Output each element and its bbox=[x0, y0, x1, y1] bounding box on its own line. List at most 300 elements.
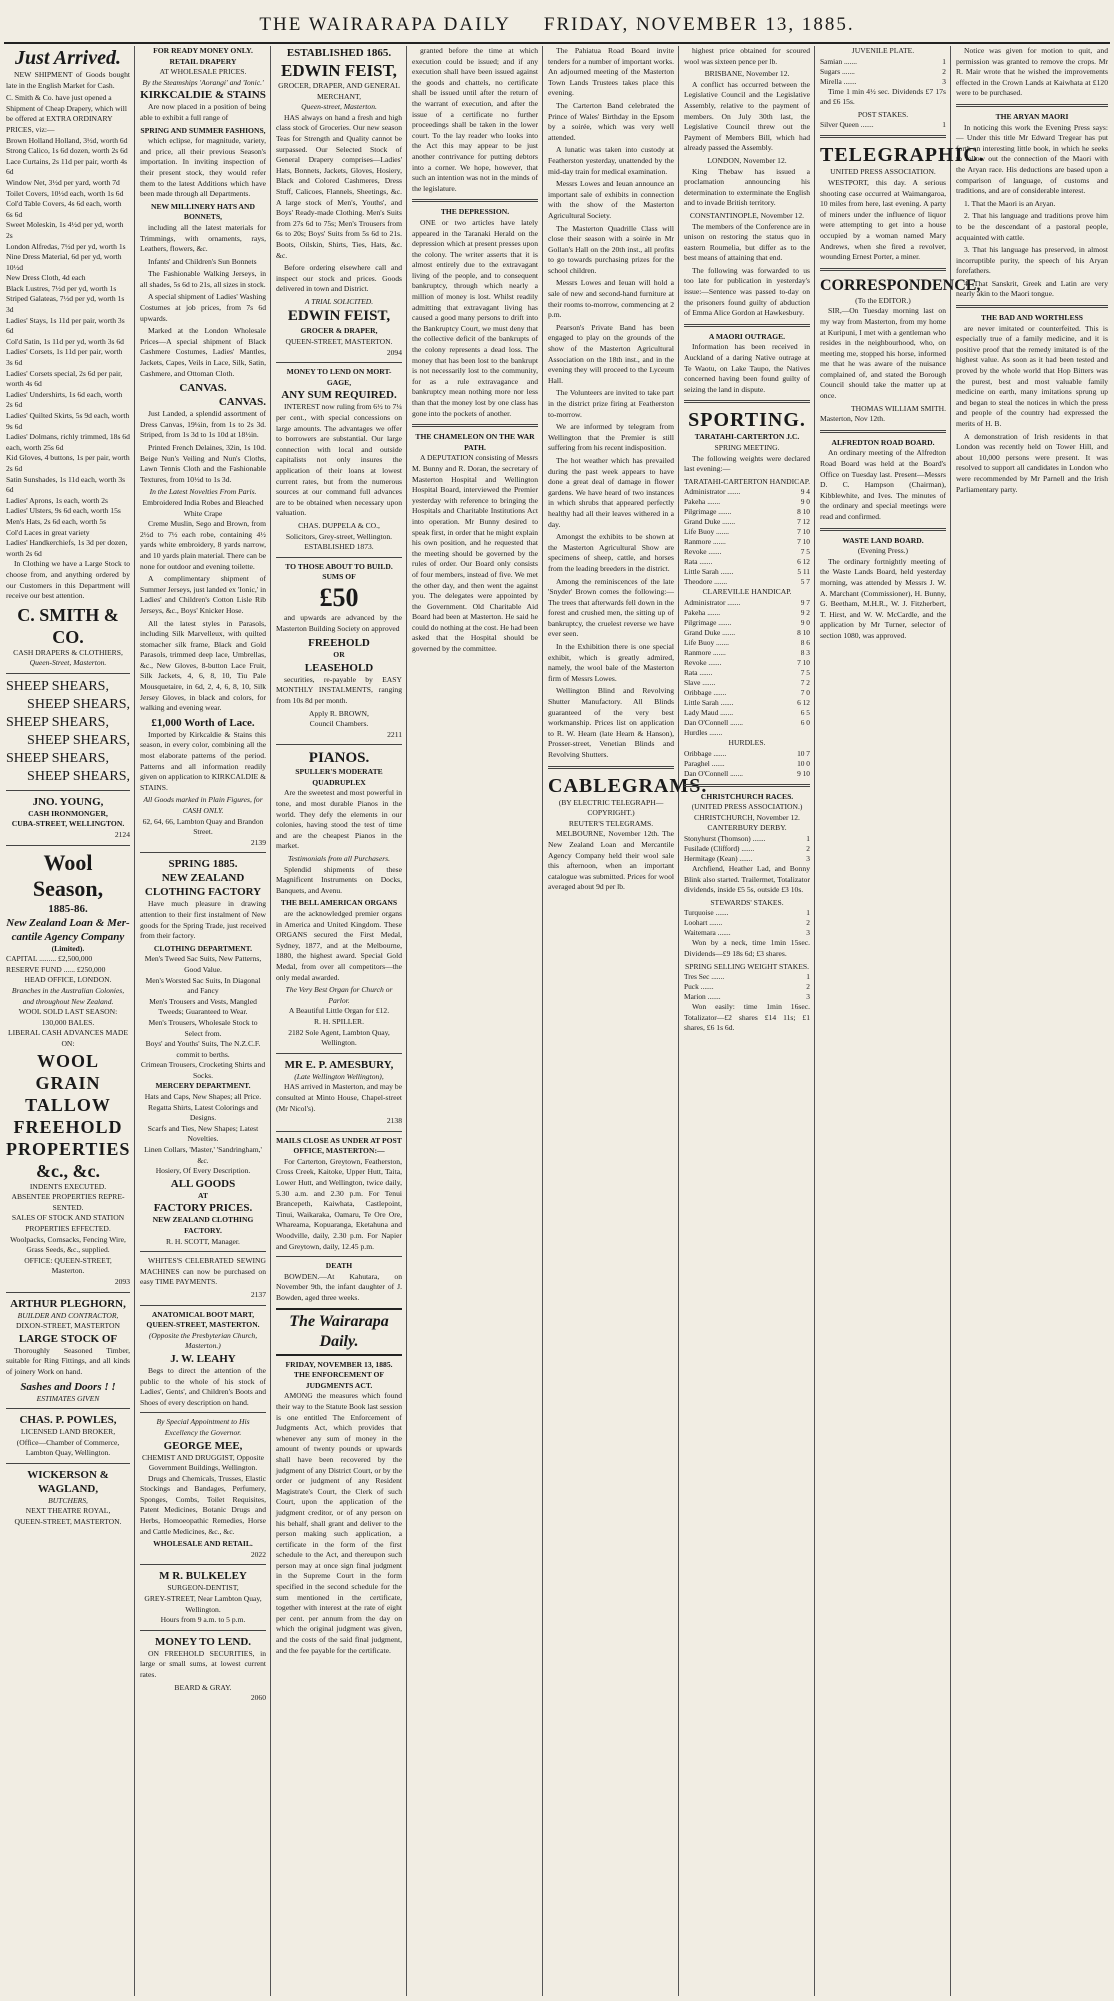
table-row bbox=[684, 537, 810, 547]
table-row bbox=[684, 577, 810, 587]
wool-sold: WOOL SOLD LAST SEASON: 130,000 BALES. bbox=[18, 1007, 118, 1027]
powles-sub: LICENSED LAND BROKER, bbox=[20, 1427, 116, 1437]
table-row bbox=[684, 557, 810, 567]
bulkeley-hours: Hours from 9 a.m. to 5 p.m. bbox=[160, 1615, 246, 1625]
leasehold: LEASEHOLD bbox=[304, 661, 374, 674]
weight-value: 7 0 bbox=[800, 687, 810, 697]
enforcement-cont: granted before the time at which execution could be issued; and if any execution shall have been issued against the goods and chattels, no certificate shall be issued until after the return of the warrant of execution, and after the issue of a certificate no further proceedings shall be taken in the lower court. To the lay reader who looks into the Act this may appear to be just another contrivance for putting debtors into a corner. We hope, however, that such an intention was not in the minds of the legislature. bbox=[412, 46, 538, 193]
just-arrived-heading: Just Arrived. bbox=[15, 47, 121, 69]
powles-name: CHAS. P. POWLES, bbox=[19, 1414, 117, 1427]
table-row bbox=[684, 728, 810, 738]
masthead-title bbox=[0, 14, 1114, 36]
price-line: Window Net, 3½d per yard, worth 7d bbox=[6, 177, 120, 187]
table-row bbox=[684, 618, 810, 628]
wick-sub: BUTCHERS, bbox=[48, 1495, 88, 1505]
clothing-item: Men's Trousers and Vests, Mangled Tweeds; Guaranteed to Wear. bbox=[149, 996, 257, 1017]
local-news-11: Amongst the exhibits to be shown at the Masterton Agricultural Show are specimens of sheep, cattle, and horses from the leading breeders in the district. bbox=[548, 532, 674, 573]
weight-value: 9 4 bbox=[800, 487, 810, 497]
column-rule bbox=[678, 46, 679, 1996]
kirk-intro: Are now placed in a position of being able to exhibit a full range of bbox=[140, 102, 266, 122]
powles-sub2: (Office—Chamber of Commerce, Lambton Quay, Wellington. bbox=[16, 1437, 120, 1458]
weights-intro: The following weights were declared last evening:— bbox=[684, 453, 810, 474]
horse-name: Theodore ....... bbox=[684, 577, 728, 587]
etc: &c., &c. bbox=[36, 1160, 100, 1181]
testimonials: Testimonials from all Purchasers. bbox=[287, 854, 391, 864]
cable-1: MELBOURNE, November 12th. The New Zealand Loan and Mercantile Agency Company held their wool sale this afternoon, when an important catalogue was submitted. Prices for wool averaged about 9d per lb. bbox=[548, 829, 674, 892]
price-line: Ladies' Undershirts, 1s 6d each, worth 2s 6d bbox=[6, 389, 123, 410]
kirk-special: A special shipment of Ladies' Washing Costumes at job prices, from 7s 6d upwards. bbox=[140, 292, 266, 323]
feist-place: Queen-street, Masterton. bbox=[301, 102, 377, 112]
mee-sub: CHEMIST AND DRUGGIST, Opposite Government Buildings, Wellington. bbox=[141, 1452, 265, 1473]
office-town: Masterton. bbox=[51, 1266, 85, 1276]
mee-tail: WHOLESALE AND RETAIL. bbox=[153, 1539, 253, 1549]
all-goods: ALL GOODS bbox=[170, 1177, 236, 1190]
established: ESTABLISHED 1865. bbox=[286, 47, 392, 59]
young-trade: CASH IRONMONGER, bbox=[28, 808, 108, 818]
advance-goods-item: TALLOW bbox=[25, 1094, 111, 1115]
handicap-title: TARATAHI-CARTERTON HANDICAP. bbox=[684, 476, 810, 486]
weight-value: 7 12 bbox=[797, 517, 810, 527]
clothing-dept: CLOTHING DEPARTMENT. bbox=[153, 943, 253, 953]
kirk-embroid: Embroidered India Robes and Bleached White Crape bbox=[142, 497, 264, 518]
selling-note: Won easily: time 1min 16sec. Totalizator—£2 shares £14 11s; £1 shares, £6 1s 6d. bbox=[684, 1002, 810, 1033]
price-line: Satin Sunshades, 1s 11d each, worth 3s 6d bbox=[6, 474, 126, 495]
juvenile-note: Time 1 min 4½ sec. Dividends £7 17s and £6 15s. bbox=[820, 86, 946, 107]
weight-value: 3 bbox=[942, 76, 946, 86]
column-8 bbox=[956, 46, 1108, 1996]
branches: Branches in the Australian Colonies, and throughout New Zealand. bbox=[11, 986, 125, 1006]
hurdles-table bbox=[684, 749, 810, 779]
table-row bbox=[684, 638, 810, 648]
ad-number: 2211 bbox=[387, 729, 402, 739]
table-row bbox=[820, 77, 946, 87]
mercery-item: Hats and Caps, New Shapes; all Price. bbox=[144, 1092, 262, 1102]
weight-value: 9 0 bbox=[800, 497, 810, 507]
horse-name: Dan O'Connell ....... bbox=[684, 768, 744, 778]
column-rule bbox=[406, 46, 407, 1996]
weight-value: 9 10 bbox=[797, 768, 810, 778]
horse-name: Hurdles ....... bbox=[684, 727, 723, 737]
feist2-sub: GROCER & DRAPER, bbox=[300, 326, 378, 336]
capital: CAPITAL ......... £2,500,000 bbox=[6, 954, 93, 964]
table-row bbox=[684, 658, 810, 668]
weight-value: 2 bbox=[806, 918, 810, 928]
trial: A TRIAL SOLICITED. bbox=[304, 296, 374, 306]
weight-value: 8 3 bbox=[800, 647, 810, 657]
horse-name: Ranmore ....... bbox=[684, 537, 726, 547]
horse-name: Administrator ....... bbox=[684, 597, 741, 607]
freehold: FREEHOLD bbox=[308, 637, 370, 650]
horse-name: Loohart ....... bbox=[684, 918, 723, 928]
weight-value: 7 10 bbox=[797, 527, 810, 537]
tara-jc: TARATAHI-CARTERTON J.C. bbox=[694, 432, 800, 442]
weight-value: 9 0 bbox=[800, 617, 810, 627]
sheep-shears-line: SHEEP SHEARS, bbox=[6, 714, 109, 730]
smith-firm-name: C. SMITH & CO. bbox=[17, 604, 119, 647]
price-line: Ladies' Handkerchiefs, 1s 3d per dozen, worth 2s 6d bbox=[6, 538, 128, 558]
money-sig: CHAS. DUPPELA & CO., bbox=[298, 520, 380, 530]
table-row bbox=[684, 759, 810, 769]
kirk-body: which eclipse, for magnitude, variety, and price, all their previous Season's importation. In inviting inspection of their present stock, they would refer them to the latest Additions which have been made through all Departments. bbox=[140, 136, 266, 199]
local-news-1: The Pahiatua Road Board invite tenders for a number of important works. An adjourned meeting of the Masterton Town Lands Trustees takes place this evening. bbox=[548, 46, 674, 98]
wholesale-prices: AT WHOLESALE PRICES. bbox=[159, 67, 247, 77]
bulkeley-sub: SURGEON-DENTIST, bbox=[167, 1583, 239, 1593]
price-line: Col'd Laces in great variety bbox=[6, 527, 90, 537]
weight-value: 1 bbox=[942, 120, 946, 130]
apply: Apply R. BROWN, bbox=[309, 708, 369, 718]
clareville-table bbox=[684, 598, 810, 738]
cablegrams-sub: (BY ELECTRIC TELEGRAPH—COPYRIGHT.) bbox=[558, 797, 664, 818]
table-row bbox=[684, 928, 810, 938]
weight-value: 10 7 bbox=[797, 748, 810, 758]
derby-table bbox=[684, 834, 810, 864]
horse-name: Samian ....... bbox=[820, 56, 857, 66]
sums-body: and upwards are advanced by the Masterton Building Society on approved bbox=[276, 612, 402, 633]
mercery-item: Regatta Shirts, Latest Colorings and Designs. bbox=[148, 1102, 258, 1123]
money-to-lend: MONEY TO LEND. bbox=[154, 1635, 252, 1648]
local-news-7: Pearson's Private Band has been engaged to play on the grounds of the show of the Masterton Agricultural Association on the 18th inst., and in the evening they will proceed to the Lyceum Hall. bbox=[548, 322, 674, 385]
horse-name: Revoke ....... bbox=[684, 657, 722, 667]
enforcement-body: AMONG the measures which found their way to the Statute Book last session is one entitled The Enforcement of Judgments Act, which provides that whenever any sum of money in the amount of twenty pounds or upwards shall have been recovered by the judgment of any District Court, or by the order or judgment of any Resident Magistrate's Court, the Clerk of such Court, upon the application of the judgment creditor, or of any person on his behalf, shall grant and deliver to the person making such application, a certificate in the form of the first schedule to the Act, and thereupon such person may at once sign final judgment in the Supreme Court in the form specified in the second schedule for the sum mentioned in the certificate, together with interest at the rate of eight per cent. per annum from the day on which the original judgment was given, and the costs of the said final judgment, and the fee payable for the certificate. bbox=[276, 1391, 402, 1655]
horse-name: Administrator ....... bbox=[684, 487, 741, 497]
lace-title: £1,000 Worth of Lace. bbox=[151, 716, 255, 729]
weight-value: 7 5 bbox=[800, 547, 810, 557]
correspondence-title: CORRESPONDENCE, bbox=[820, 276, 981, 294]
beard-gray: BEARD & GRAY. bbox=[174, 1682, 232, 1692]
weight-value: 7 2 bbox=[800, 677, 810, 687]
price-line: Col'd Satin, 1s 11d per yd, worth 3s 6d bbox=[6, 336, 124, 346]
worthless-body: are never imitated or counterfeited. This is especially true of a family medicine, and it is positive proof that the remedy imitated is of the highest value. As soon as it had been tested and proved by the whole world that Hop Bitters was the purest, best and most valuable family medicine on earth, many imitations sprung up and began to steal the notices in which the press and people of the country had expressed the merits of H. B. bbox=[956, 323, 1108, 428]
weight-value: 7 10 bbox=[797, 537, 810, 547]
local-news-8: The Volunteers are invited to take part in the district prize firing at Featherston to-morrow. bbox=[548, 388, 674, 419]
head-office: HEAD OFFICE, LONDON. bbox=[24, 975, 112, 985]
horse-name: Tres Sec ....... bbox=[684, 972, 725, 982]
wool-season-title: Wool Season, bbox=[32, 849, 104, 901]
juvenile-title: JUVENILE PLATE. bbox=[851, 46, 915, 55]
weight-value: 10 0 bbox=[797, 758, 810, 768]
enforcement-title: THE ENFORCEMENT OF JUDGMENTS ACT. bbox=[293, 1370, 385, 1390]
dateline-brisbane: BRISBANE, November 12. bbox=[704, 69, 790, 79]
weight-value: 6 0 bbox=[800, 717, 810, 727]
correspondence-body: SIR,—On Tuesday morning last on my way from Masterton, from my home at Kuripuni, I met with a gentleman who resides in the neighbourhood, who, on meeting me, stopped his horse, informed me that he was aware of the nuisance complained of, and stated the Borough Council should take the matter up at once. bbox=[820, 306, 946, 401]
cable-constantinople: The members of the Conference are in unison on restoring the status quo in eastern Roumelia, but differ as to the best means of attaining that end. bbox=[684, 221, 810, 263]
column-4 bbox=[412, 46, 538, 1996]
horse-name: Dan O'Connell ....... bbox=[684, 717, 744, 727]
weight-value: 3 bbox=[806, 853, 810, 863]
table-row bbox=[684, 567, 810, 577]
weight-value: 8 10 bbox=[797, 627, 810, 637]
cable-brisbane: A conflict has occurred between the Legislative Council and the Legislative Assembly, relative to the payment of members. On July 30th last, the Legislative Council threw out the Payment of Members Bill, which had already passed the Assembly. bbox=[684, 79, 810, 153]
column-1 bbox=[6, 46, 130, 1996]
sums-tail: securities, re-payable by EASY MONTHLY INSTALMENTS, ranging from 10s 8d per month. bbox=[276, 674, 402, 705]
clothing-item: Men's Tweed Sac Suits, New Patterns, Good Value. bbox=[144, 954, 262, 974]
price-line: London Alfredas, 7½d per yd, worth 1s bbox=[6, 241, 126, 251]
pianos-body: Are the sweetest and most powerful in tone, and most durable Pianos in the world. They defy the elements in our colonies, having stood the test of time and are the cheapest Pianos in the market. bbox=[276, 788, 402, 851]
local-news-10: The hot weather which has prevailed during the past week appears to have done a great deal of damage in flower gardens. We have heard of two instances in which shrubs that appeared perfectly healthy had all their leaves withered in a day. bbox=[548, 455, 674, 529]
chch-date: CHRISTCHURCH, November 12. bbox=[694, 812, 800, 822]
horse-name: Sugars ....... bbox=[820, 66, 855, 76]
price-line: Striped Galateas, 7½d per yd, worth 1s 3d bbox=[6, 294, 125, 315]
stewards-note: Won by a neck, time 1min 15sec. Dividends—£9 18s 6d; £3 shares. bbox=[684, 938, 810, 958]
cable-london: King Thebaw has issued a proclamation announcing his determination to exterminate the English and to invade British territory. bbox=[684, 166, 810, 208]
nzloan-line-1: New Zealand Loan & Mer- bbox=[6, 916, 130, 929]
table-row bbox=[684, 834, 810, 844]
feist2-place: QUEEN-STREET, MASTERTON. bbox=[285, 337, 393, 347]
derby-title: CANTERBURY DERBY. bbox=[707, 823, 787, 833]
masthead bbox=[0, 0, 1114, 48]
price-line: Lace Curtains, 2s 11d per pair, worth 4s 6d bbox=[6, 156, 128, 177]
lace-body: Imported by Kirkcaldie & Stains this season, in every color, combining all the most elaborate patterns of the period. Patterns and all information readily given on application to KIRKCALDIE & STAINS. bbox=[140, 729, 266, 792]
horse-name: Puck ....... bbox=[684, 982, 714, 992]
ad-number: 2022 bbox=[250, 1549, 266, 1559]
column-rule bbox=[542, 46, 543, 1996]
weight-value: 6 12 bbox=[797, 697, 810, 707]
weight-value: 2 bbox=[806, 843, 810, 853]
kirk-plain: All Goods marked in Plain Figures, for CASH ONLY. bbox=[143, 795, 263, 815]
ad-number: 2093 bbox=[114, 1276, 130, 1286]
smith-firm-sub: CASH DRAPERS & CLOTHIERS, bbox=[13, 647, 123, 657]
horse-name: Oribbage ....... bbox=[684, 687, 727, 697]
correspondence-place: Masterton, Nov 12th. bbox=[820, 414, 885, 424]
price-line: Ladies' Corsets special, 2s 6d per pair, worth 4s 6d bbox=[6, 368, 123, 389]
weight-value: 9 7 bbox=[800, 597, 810, 607]
amesbury-name: MR E. P. AMESBURY, bbox=[284, 1058, 394, 1071]
local-news-4: Messrs Lowes and Ieuan announce an important sale of exhibits in connection with the show of the Masterton Agricultural Society. bbox=[548, 179, 674, 220]
derby-note: Archfiend, Heather Lad, and Bonny Blink also started. Trailermet, Totalizator dividends, inside £5 5s, outside £3 10s. bbox=[684, 863, 810, 895]
sheep-shears-line: SHEEP SHEARS, bbox=[6, 678, 109, 694]
advance-goods-item: GRAIN bbox=[35, 1072, 101, 1093]
factory-prices: FACTORY PRICES. bbox=[153, 1202, 253, 1215]
amesbury-body: HAS arrived in Masterton, and may be consulted at Minto House, Chapel-street (Mr Nicol's). bbox=[276, 1082, 402, 1113]
table-row bbox=[684, 982, 810, 992]
kirk-spring: SPRING AND SUMMER FASHIONS, bbox=[140, 125, 266, 135]
nzloan-line-2: cantile Agency Company bbox=[11, 930, 125, 943]
retail-drapery: RETAIL DRAPERY bbox=[169, 56, 237, 66]
horse-name: Revoke ....... bbox=[684, 547, 722, 557]
price-line: Col'd Table Covers, 4s 6d each, worth 6s 6d bbox=[6, 199, 122, 219]
build-title: TO THOSE ABOUT TO BUILD. bbox=[285, 561, 393, 571]
mercery-item: Scarfs and Ties, New Shapes; Latest Novelties. bbox=[147, 1123, 259, 1144]
clothing-item: Crimean Trousers, Crocketing Shirts and Socks. bbox=[140, 1060, 266, 1080]
weight-value: 1 bbox=[806, 908, 810, 918]
feist-name: EDWIN FEIST, bbox=[281, 61, 397, 80]
canvas-body: Just Landed, a splendid assortment of Dress Canvas, 19¼in, from 1s to 2s 3d. Striped, from 1s 3d to 1s 10d at 18½in. bbox=[140, 409, 266, 440]
upa: UNITED PRESS ASSOCIATION. bbox=[830, 167, 936, 177]
aryan-title: THE ARYAN MAORI bbox=[995, 111, 1069, 121]
weight-value: 6 12 bbox=[797, 557, 810, 567]
kirk-complimentary: A complimentary shipment of Summer Jerseys, just landed ex 'Ionic,' in Ladies' and Children's Cotton Lisle Rib Jerseys, &c., Boys' Knicker Hose. bbox=[140, 574, 266, 615]
dateline-constantinople: CONSTANTINOPLE, November 12. bbox=[689, 210, 805, 220]
horse-name: Marion ....... bbox=[684, 992, 721, 1002]
table-row bbox=[820, 67, 946, 77]
kirk-mill-body: including all the latest materials for Trimmings, with ornaments, rays, Leathers, flowers, &c. bbox=[140, 222, 266, 254]
mails-body: For Carterton, Greytown, Featherston, Cross Creek, Kaitoke, Upper Hutt, Taita, Lower Hutt, and Wellington, twice daily, 5.30 a.m. and 2.30 p.m. For Tenui Brancepeth, Kaiwhata, Castlepoint, Tinui, Waikaraka, Oamaru, Te Ore Ore, Whareama, Kopuaranga, Eketahuna and Woodville, daily, 2.30 p.m. For Napier and Greytown, daily, 12.45 p.m. bbox=[276, 1156, 402, 1251]
feist-sub: GROCER, DRAPER, AND GENERAL MERCHANT, bbox=[278, 81, 400, 101]
kirk-novelties: In the Latest Novelties From Paris. bbox=[149, 487, 257, 497]
ready-money: FOR READY MONEY ONLY. bbox=[153, 46, 253, 55]
horse-name: Pilgrimage ....... bbox=[684, 507, 732, 517]
table-row bbox=[684, 507, 810, 517]
sheep-shears-line: SHEEP SHEARS, bbox=[27, 768, 130, 784]
price-line: Brown Holland Holland, 3½d, worth 6d bbox=[6, 135, 128, 145]
nzcf-manager: R. H. SCOTT, Manager. bbox=[166, 1236, 240, 1246]
pleghorn-sub: BUILDER AND CONTRACTOR, bbox=[17, 1310, 119, 1320]
price-line: Toilet Covers, 10½d each, worth 1s 6d bbox=[6, 188, 124, 198]
column-3 bbox=[276, 46, 402, 1996]
pleghorn-name: ARTHUR PLEGHORN, bbox=[10, 1297, 126, 1310]
daily-date: FRIDAY, NOVEMBER 13, 1885. bbox=[285, 1359, 393, 1369]
spring-1885: SPRING 1885. bbox=[168, 858, 238, 871]
mee-body: Drugs and Chemicals, Trusses, Elastic Stockings and Bandages, Perfumery, Sponges, Combs, Toilet Requisites, Patent Medicines, Botanic Drugs and Herbs, Homoeopathic Remedies, Horse and Cattle Medicines, &c., &c. bbox=[140, 1473, 266, 1536]
clothing-items bbox=[140, 954, 266, 1081]
weight-value: 7 5 bbox=[800, 667, 810, 677]
price-line: Kid Gloves, 4 buttons, 1s per pair, worth 2s 6d bbox=[6, 453, 130, 473]
table-row bbox=[684, 678, 810, 688]
wool-season-years: 1885-86. bbox=[48, 902, 88, 915]
horse-name: Little Sarah ....... bbox=[684, 567, 734, 577]
table-row bbox=[684, 608, 810, 618]
advance-goods-item: PROPERTIES bbox=[6, 1138, 131, 1159]
post-title: POST STAKES. bbox=[857, 109, 909, 119]
horse-name: Oribbage ....... bbox=[684, 748, 727, 758]
waste-title: WASTE LAND BOARD. bbox=[842, 535, 924, 545]
nzloan-line-3: (Limited). bbox=[51, 943, 85, 953]
table-row bbox=[820, 120, 946, 130]
table-row bbox=[684, 547, 810, 557]
woolpacks: Woolpacks, Cornsacks, Fencing Wire, Grass Seeds, &c., supplied. bbox=[10, 1234, 126, 1255]
clothing-item: Boys' and Youths' Suits, The N.Z.C.F. commit to berths. bbox=[145, 1039, 261, 1059]
bell-organs: THE BELL AMERICAN ORGANS bbox=[280, 898, 398, 908]
waste-cont: Notice was given for motion to quit, and permission was granted to remove the crops. Mr R. Mair wrote that he wished the improvements effected in the Crown Lands at Kaiwhata at £120 were to be purchased. bbox=[956, 46, 1108, 98]
steamships: By the Steamships 'Aorangi' and 'Ionic.' bbox=[142, 77, 264, 87]
local-news-6: Messrs Lowes and Ieuan will hold a sale of new and second-hand furniture at their rooms to-morrow, commencing at 2 p.m. bbox=[548, 278, 674, 320]
horse-name: Pakeha ....... bbox=[684, 497, 721, 507]
local-news-9: We are informed by telegram from Wellington that the Premier is still suffering from his recent indisposition. bbox=[548, 422, 674, 453]
money-mortgage: MONEY TO LEND ON MORT-GAGE, bbox=[286, 367, 392, 387]
large-stock: LARGE STOCK OF bbox=[18, 1332, 118, 1345]
column-rule bbox=[950, 46, 951, 1996]
maori-body: Information has been received in Auckland of a daring Native outrage at Te Waotu, on Lake Taupo, the Natives concerned having been found guilty of seizing the land in dispute. bbox=[684, 342, 810, 394]
spring-meeting: SPRING MEETING. bbox=[714, 443, 780, 452]
ad-number: 2137 bbox=[250, 1289, 266, 1299]
ad-number: 2124 bbox=[114, 830, 130, 840]
at: AT bbox=[198, 1190, 208, 1200]
mails-title: MAILS CLOSE AS UNDER AT POST OFFICE, MASTERTON:— bbox=[276, 1135, 402, 1156]
paper-name: THE WAIRARAPA DAILY bbox=[259, 14, 511, 35]
anatomical-sub: (Opposite the Presbyterian Church, Masterton.) bbox=[148, 1330, 258, 1351]
maori-title: A MAORI OUTRAGE. bbox=[708, 331, 786, 341]
depression-body: ONE or two articles have lately appeared in the Taranaki Herald on the depression which at present presses upon the colony. The writer asserts that it is almost entirely due to the extravagant living of the people, and to consequent bankruptcy, through which nearly a million of money is lost. Whilst readily admitting that extravagant living has caused a good many persons to drift into the Bankruptcy Court, we must deny that the collective deficit of the bankrupts of the colony represents a dead loss. The money that has been lost to the bankrupt is not necessarily lost to the community, for as a rule extravagance and bankruptcy mean nothing more nor less than that the money lost by one class has gone into the pockets of another. bbox=[412, 217, 538, 418]
weight-value: 7 10 bbox=[797, 657, 810, 667]
wick-town: QUEEN-STREET, MASTERTON. bbox=[14, 1517, 122, 1527]
price-line: Nine Dress Material, 6d per yd, worth 10½d bbox=[6, 252, 122, 272]
price-line: Ladies' Aprons, 1s each, worth 2s bbox=[6, 495, 108, 505]
hurdles-title: HURDLES. bbox=[728, 737, 766, 747]
horse-name: Pakeha ....... bbox=[684, 607, 721, 617]
horse-name: Rata ....... bbox=[684, 557, 713, 567]
kirk-printed: Printed French Delaines, 32in, 1s 10d. Beige Nun's Veiling and Nun's Cloths, Lawn Tennis Cloth and the Fashionable Textures, from 10½d to 1s 3d. bbox=[140, 443, 266, 484]
price-line: New Dress Cloth, 4d each bbox=[6, 273, 86, 283]
table-row bbox=[684, 844, 810, 854]
kirk-address: 62, 64, 66, Lambton Quay and Brandon Street. bbox=[142, 816, 264, 837]
very-best: The Very Best Organ for Church or Parlor. bbox=[285, 985, 393, 1005]
table-row bbox=[684, 769, 810, 779]
aryan-point: 3. That his language has preserved, in almost incorruptible purity, the speech of his Aryan forefathers. bbox=[956, 245, 1108, 276]
table-row bbox=[684, 918, 810, 928]
price-list-2 bbox=[6, 369, 130, 560]
ad-number: 2094 bbox=[386, 347, 402, 357]
weight-value: 8 10 bbox=[797, 507, 810, 517]
waste-sub: (Evening Press.) bbox=[857, 546, 909, 556]
goods-list bbox=[6, 1050, 130, 1160]
column-rule bbox=[814, 46, 815, 1996]
paper-date: FRIDAY, NOVEMBER 13, 1885. bbox=[543, 14, 855, 35]
weight-value: 1 bbox=[806, 833, 810, 843]
sum-amount: £50 bbox=[319, 582, 359, 612]
pianos-title: PIANOS. bbox=[308, 750, 370, 767]
canvas-heading-1: CANVAS. bbox=[179, 382, 227, 395]
price-line: Ladies' Dolmans, richly trimmed, 18s 6d each, worth 25s 6d bbox=[6, 432, 130, 452]
smith-firm-place: Queen-Street, Masterton. bbox=[29, 658, 107, 668]
indents: INDENTS EXECUTED. bbox=[29, 1181, 107, 1191]
catalogue: A Beautiful Little Organ for £12. bbox=[288, 1006, 390, 1016]
correspondence-sig: THOMAS WILLIAM SMITH. bbox=[851, 403, 946, 413]
sporting-title: SPORTING. bbox=[688, 409, 806, 432]
sales: SALES OF STOCK AND STATION PROPERTIES EFFECTED. bbox=[11, 1213, 125, 1233]
selling-table bbox=[684, 972, 810, 1002]
amesbury-sub: (Late Wellington Wellington), bbox=[294, 1071, 384, 1081]
reserve-fund: RESERVE FUND ...... £250,000 bbox=[6, 964, 106, 974]
price-list bbox=[6, 93, 130, 368]
money-est: ESTABLISHED 1873. bbox=[304, 542, 374, 552]
bell-body: are the acknowledged premier organs in America and United Kingdom. These ORGANS secured the First Medal, Sydney, 1877, and at the Melbourne, 1880, the highest award. Special Gold Medal, from over all competitors—the only medal awarded. bbox=[276, 909, 402, 982]
mercery-item: Linen Collars, 'Master,' 'Sandringham,' &c. bbox=[144, 1145, 262, 1165]
nzcf-2: NEW ZEALAND CLOTHING FACTORY. bbox=[152, 1215, 254, 1235]
anatomical-title: ANATOMICAL BOOT MART, QUEEN-STREET, MASTERTON. bbox=[146, 1309, 260, 1330]
chch-title: CHRISTCHURCH RACES. bbox=[700, 791, 794, 801]
local-news-5: The Masterton Quadrille Class will close their season with a soirée in Mr Gollan's Hall on the 20th inst., all profits to go towards purchasing prizes for the school children. bbox=[548, 223, 674, 275]
table-row bbox=[684, 688, 810, 698]
clothing-note: In Clothing we have a Large Stock to choose from, and anything ordered by our Customers in this Department will receive our best attention. bbox=[6, 559, 130, 601]
weight-value: 9 2 bbox=[800, 607, 810, 617]
horse-name: Rata ....... bbox=[684, 667, 713, 677]
young-address: CUBA-STREET, WELLINGTON. bbox=[11, 819, 125, 829]
estimates: ESTIMATES GIVEN bbox=[36, 1393, 100, 1403]
weight-value: 6 5 bbox=[800, 707, 810, 717]
bulkeley-addr: GREY-STREET, Near Lambton Quay, Wellington. bbox=[144, 1594, 262, 1614]
ad-number: 2138 bbox=[386, 1116, 402, 1126]
bulkeley-name: M R. BULKELEY bbox=[159, 1570, 247, 1583]
local-news-12: Among the reminiscences of the late 'Snyder' Brown comes the following:—The trees that afterwards fell down in the forest and crushed men, the sitting up of bankruptcy, the cruelest reverse we have ever seen. bbox=[548, 576, 674, 639]
table-row bbox=[684, 517, 810, 527]
table-row bbox=[684, 972, 810, 982]
just-arrived-intro: NEW SHIPMENT of Goods bought late in the English Market for Cash. bbox=[6, 70, 130, 90]
price-line: Ladies' Quilted Skirts, 5s 9d each, worth 9s 6d bbox=[6, 411, 130, 431]
worthless-title: THE BAD AND WORTHLESS bbox=[981, 313, 1083, 323]
chch-sub: (UNITED PRESS ASSOCIATION.) bbox=[691, 802, 803, 812]
special-appointment: By Special Appointment to His Excellency the Governor. bbox=[156, 1417, 250, 1437]
horse-name: Waitemara ....... bbox=[684, 928, 731, 938]
organs: Splendid shipments of these Magnificent Instruments on Docks, Banquets, and Avenu. bbox=[276, 864, 402, 895]
aryan-body: In noticing this work the Evening Press says:— Under this title Mr Edward Tregear has put forth an interesting little book, in which he seeks to follow out the connection of the Maori with the Aryan race. His deductions are based upon a comparison of language, of customs and traditions, and are of considerable interest. bbox=[956, 122, 1108, 196]
dateline-london: LONDON, November 12. bbox=[707, 155, 787, 165]
money-sig2: Solicitors, Grey-street, Wellington. bbox=[285, 531, 393, 541]
weight-value: 2 bbox=[806, 982, 810, 992]
price-line: C. Smith & Co. have just opened a Shipment of Cheap Drapery, which will be offered at EXTRA ORDINARY PRICES, viz:— bbox=[6, 93, 127, 134]
kirkcaldie-name: KIRKCALDIE & STAINS bbox=[140, 89, 266, 102]
local-news-3: A lunatic was taken into custody at Featherston yesterday, unattended by the mid-day train for medical examination. bbox=[548, 145, 674, 176]
table-row bbox=[684, 497, 810, 507]
